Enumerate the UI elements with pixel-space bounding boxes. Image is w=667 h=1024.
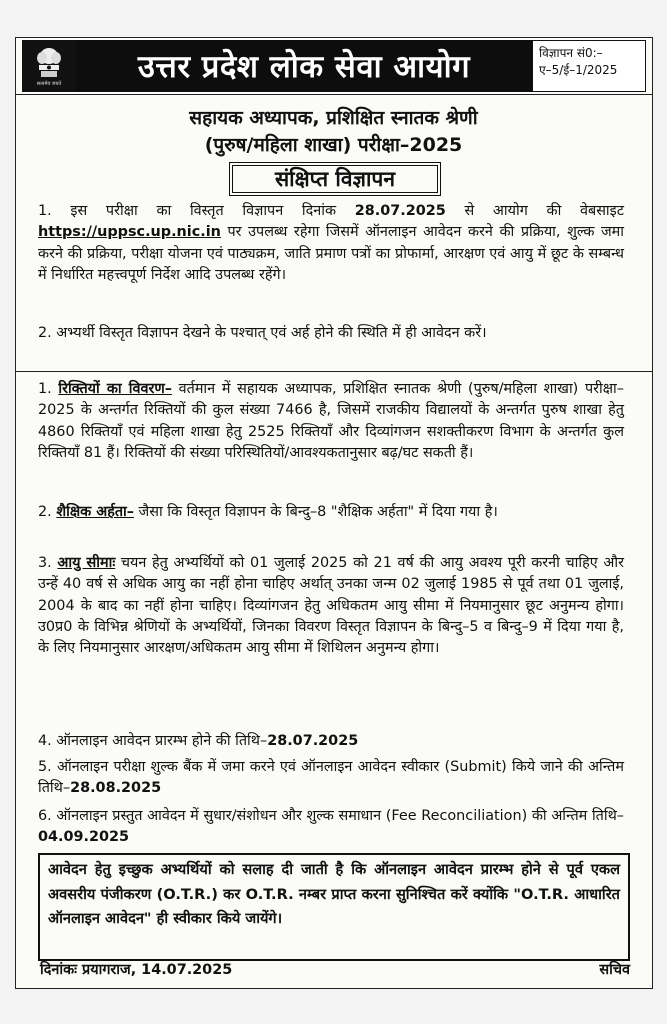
intro-p1-rest: पर उपलब्ध रहेगा जिसमें ऑनलाइन आवेदन करने की प्रक्रिया, शुल्क जमा करने की प्रक्रिया, परीक्षा योजना एवं पाठ्यक्रम, जाति प्रमाण पत्रों का प्रोफार्मा, आरक्षण एवं आयु में छूट के सम्बन्ध में निर्धारित महत्त्वपूर्ण निर्देश आदि उपलब्ध रहेंगे।	[38, 224, 624, 283]
place-date: दिनांकः प्रयागराज, 14.07.2025	[40, 962, 233, 978]
s6-text: 6. ऑनलाइन प्रस्तुत आवेदन में सुधार/संशोधन और शुल्क समाधान (Fee Reconciliation) की अन्तिम तिथि–	[38, 808, 624, 824]
emblem-logo	[22, 40, 76, 92]
advertisement-number	[532, 40, 646, 92]
s1-num: 1.	[38, 381, 59, 397]
s4-date: 28.07.2025	[267, 733, 359, 749]
qualification-heading: शैक्षिक अर्हता–	[56, 504, 134, 520]
short-advertisement-text: संक्षिप्त विज्ञापन	[274, 167, 396, 191]
website-link[interactable]: https://uppsc.up.nic.in	[38, 224, 221, 241]
adv-no-value: ए–5/ई–1/2025	[539, 63, 618, 77]
educational-qualification	[38, 502, 624, 523]
otr-notice: आवेदन हेतु इच्छुक अभ्यर्थियों को सलाह दी जाती है कि ऑनलाइन आवेदन प्रारम्भ होने से पूर्व एकल अवसरीय पंजीकरण (O.T.R.) कर O.T.R. नम्बर प्राप्त करना सुनिश्चित करें क्योंकि "O.T.R. आधारित ऑनलाइन आवेदन" ही स्वीकार किये जायेंगे।	[38, 853, 630, 961]
commission-title: उत्तर प्रदेश लोक सेवा आयोग	[76, 40, 532, 92]
fee-last-date	[38, 757, 624, 800]
lion-capital-icon	[34, 46, 64, 80]
s4-text: 4. ऑनलाइन आवेदन प्रारम्भ होने की तिथि–	[38, 733, 268, 749]
qualification-body: जैसा कि विस्तृत विज्ञापन के बिन्दु–8 "शैक्षिक अर्हता" में दिया गया है।	[133, 504, 498, 520]
s6-date: 04.09.2025	[38, 829, 130, 846]
intro-p1-lead: 1. इस परीक्षा का विस्तृत विज्ञापन दिनांक	[38, 203, 355, 219]
s3-num: 3.	[38, 555, 58, 571]
s5-date: 28.08.2025	[70, 780, 162, 797]
short-advertisement-heading	[229, 162, 441, 196]
intro-point-1	[38, 201, 624, 286]
application-start	[38, 731, 624, 752]
intro-point-2: 2. अभ्यर्थी विस्तृत विज्ञापन देखने के पश्चात् एवं अर्ह होने की स्थिति में ही आवेदन करें।	[38, 325, 487, 341]
s5-text: 5. ऑनलाइन परीक्षा शुल्क बैंक में जमा करने एवं ऑनलाइन आवेदन स्वीकार (Submit) किये जाने की अन्तिम तिथि–	[38, 759, 624, 797]
emblem-caption: सत्यमेव जयते	[36, 80, 62, 87]
age-limit	[38, 553, 624, 659]
intro-p1-mid: से आयोग की वेबसाइट	[445, 203, 624, 219]
vacancy-details	[38, 379, 624, 464]
exam-title-line1: सहायक अध्यापक, प्रशिक्षित स्नातक श्रेणी	[189, 107, 478, 129]
section-divider	[15, 371, 653, 372]
exam-title-line2: (पुरुष/महिला शाखा) परीक्षा–2025	[204, 134, 463, 156]
header	[22, 40, 646, 92]
age-heading: आयु सीमाः	[57, 555, 116, 571]
vacancy-heading: रिक्तियों का विवरण–	[58, 381, 172, 397]
header-divider	[15, 94, 653, 95]
age-body: चयन हेतु अभ्यर्थियों को 01 जुलाई 2025 को 21 वर्ष की आयु अवश्य पूरी करनी चाहिए और उन्हें 40 वर्ष से अधिक आयु का नहीं होना चाहिए अर्थात् उनका जन्म 02 जुलाई 1985 से पूर्व तथा 01 जुलाई, 2004 के बाद का नहीं होना चाहिए। दिव्यांगजन हेतु अधिकतम आयु सीमा में नियमानुसार छूट अनुमन्य होगा। उ0प्र0 के विभिन्न श्रेणियों के अभ्यर्थियों, जिनका विवरण विस्तृत विज्ञापन के बिन्दु–5 व बिन्दु–9 में दिया गया है, के लिए नियमानुसार आरक्षण/अधिकतम आयु सीमा में शिथिलन अनुमन्य होगा।	[38, 555, 624, 657]
vacancy-body: वर्तमान में सहायक अध्यापक, प्रशिक्षित स्नातक श्रेणी (पुरुष/महिला शाखा) परीक्षा–2025 के अन्तर्गत रिक्तियों की कुल संख्या 7466 है, जिसमें राजकीय विद्यालयों के अन्तर्गत पुरुष शाखा हेतु 4860 रिक्तियाँ एवं महिला शाखा हेतु 2525 रिक्तियाँ और दिव्यांगजन सशक्तीकरण विभाग के अन्तर्गत कुल रिक्तियाँ 81 हैं। रिक्तियों की संख्या परिस्थितियों/आवश्यकतानुसार बढ़/घट सकती हैं।	[38, 381, 624, 461]
correction-last-date	[38, 806, 624, 849]
adv-no-label: विज्ञापन सं0:–	[539, 46, 603, 60]
intro-p1-date: 28.07.2025	[354, 203, 446, 219]
signatory: सचिव	[599, 962, 630, 978]
s2-num: 2.	[38, 504, 57, 520]
